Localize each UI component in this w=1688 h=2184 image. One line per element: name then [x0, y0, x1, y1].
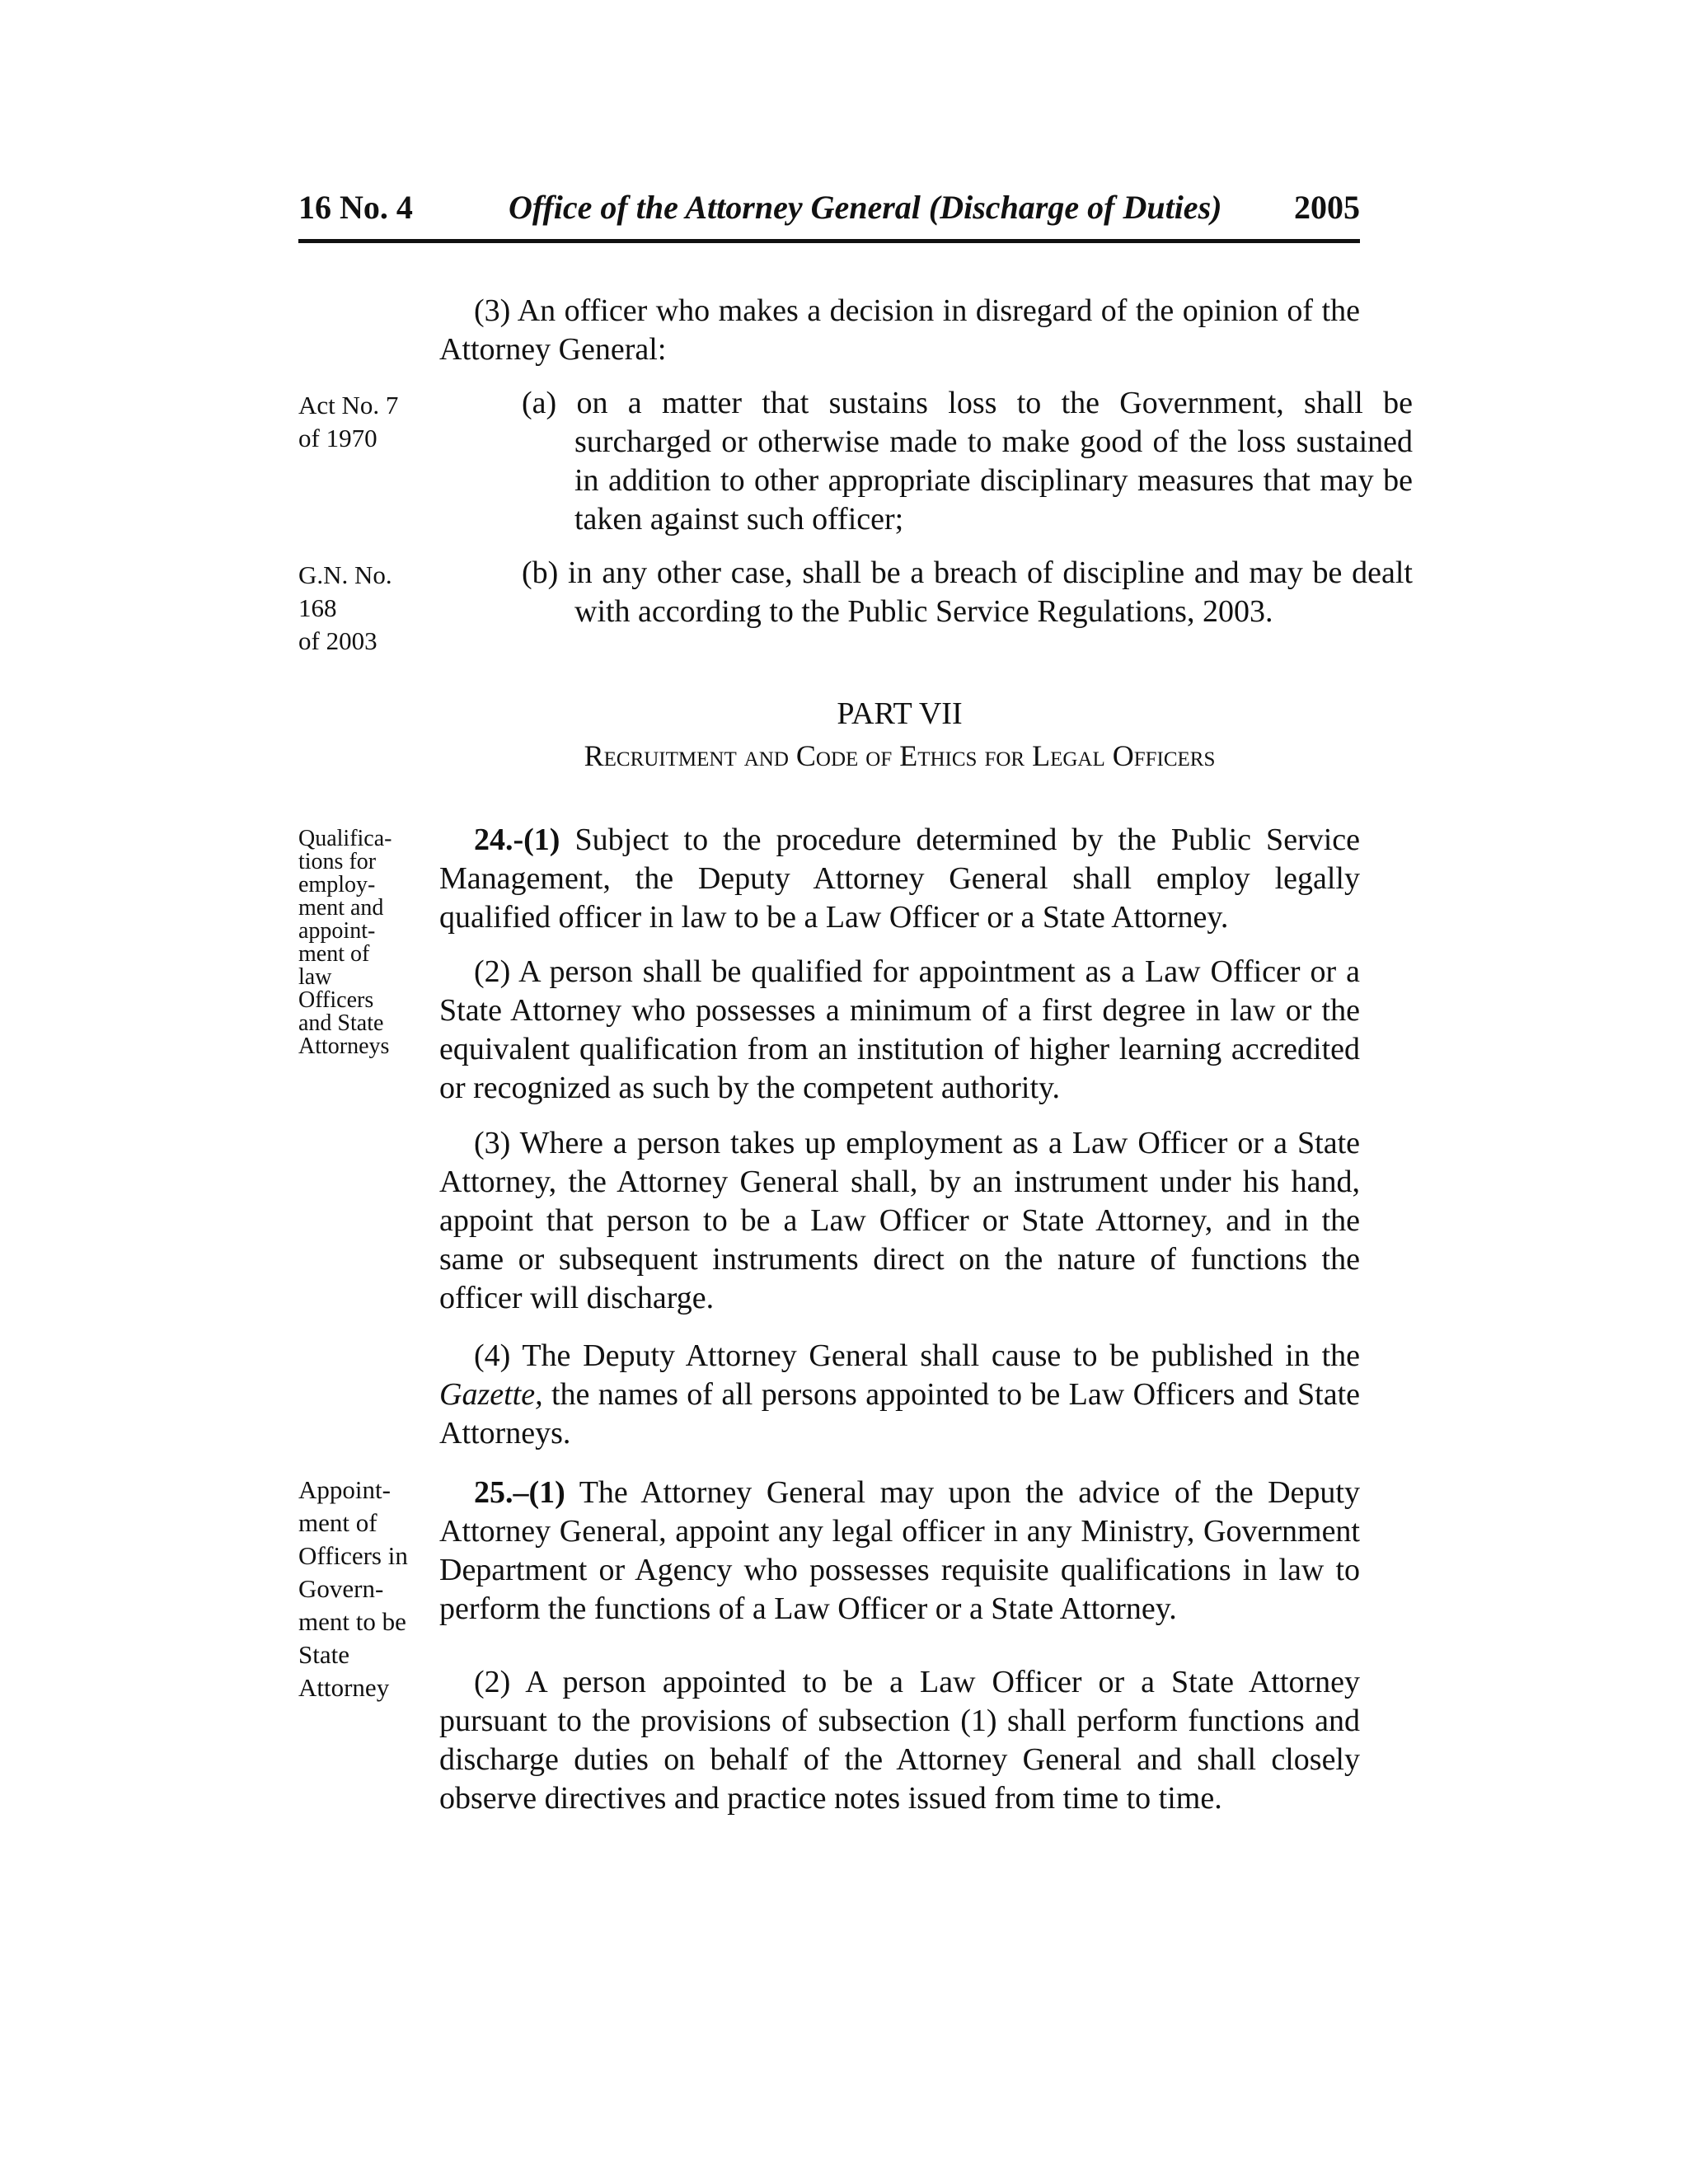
margin-note-line: law	[298, 964, 332, 990]
section-25-1	[439, 1474, 1360, 1629]
margin-note-line: Govern-	[298, 1574, 384, 1603]
page-reference: 16 No. 4	[298, 189, 413, 226]
gazette-word: Gazette,	[439, 1377, 543, 1412]
section-24-1	[439, 821, 1360, 937]
margin-note-line: ment and	[298, 895, 384, 921]
paragraph-23-3: (3) An officer who makes a decision in disregard of the opinion of the Attorney General:	[439, 293, 1360, 367]
section-24-2: (2) A person shall be qualified for appointment as a Law Officer or a State Attorney who possesses a minimum of a first degree in law or the equivalent qualification from an institution of higher learning accredited or recognized as such by the competent authority.	[439, 954, 1360, 1105]
margin-note-line: Officers in	[298, 1541, 408, 1570]
margin-note-line: G.N. No.	[298, 560, 392, 589]
margin-note-line: Appoint-	[298, 1475, 391, 1504]
margin-note-line: of 2003	[298, 626, 377, 655]
margin-note-line: Qualifica-	[298, 826, 392, 851]
margin-note-line: Act No. 7	[298, 391, 399, 419]
section-24-4	[439, 1337, 1360, 1453]
margin-note-section-25	[298, 1474, 443, 1704]
margin-note-line: State	[298, 1640, 349, 1669]
paragraph-23-3-b: (b) in any other case, shall be a breach of discipline and may be dealt with according to the Public Service Regulations, 2003.	[522, 555, 1413, 629]
section-24-1-text: Subject to the procedure determined by the Public Service Management, the Deputy Attorney General shall employ legally qualified officer in law to be a Law Officer or a State Attorney.	[439, 823, 1361, 935]
section-25-2: (2) A person appointed to be a Law Officer or a State Attorney pursuant to the provisions of subsection (1) shall perform functions and discharge duties on behalf of the Attorney General and shall closely observe directives and practice notes issued from time to time.	[439, 1665, 1360, 1816]
paragraph-23-3-a: (a) on a matter that sustains loss to the Government, shall be surcharged or otherwise made to make good of the loss sustained in addition to other appropriate disciplinary measures that may be taken against such officer;	[522, 386, 1413, 537]
margin-note-line: ment of	[298, 1508, 377, 1537]
margin-note-line: Attorney	[298, 1673, 390, 1702]
margin-note-line: and State	[298, 1010, 384, 1036]
margin-note-line: tions for	[298, 849, 377, 874]
page-header	[298, 188, 1360, 239]
margin-note-line: 168	[298, 593, 337, 622]
margin-note-line: of 1970	[298, 424, 377, 452]
margin-note-line: Attorneys	[298, 1033, 390, 1059]
running-title: Office of the Attorney General (Discharge of Duties)	[509, 189, 1222, 226]
part-title: Recruitment and Code of Ethics for Legal Officers	[584, 739, 1216, 772]
header-year: 2005	[1294, 189, 1360, 226]
margin-note-line: appoint-	[298, 918, 376, 944]
section-25-1-text: The Attorney General may upon the advice of the Deputy Attorney General, appoint any legal officer in any Ministry, Government Department or Agency who possesses requisite qualifications in law to perform the functions of a Law Officer or a State Attorney.	[439, 1475, 1360, 1626]
section-24-3: (3) Where a person takes up employment as a Law Officer or a State Attorney, the Attorney General shall, by an instrument under his hand, appoint that person to be a Law Officer or State Attorney, and in the same or subsequent instruments direct on the nature of functions the officer will discharge.	[439, 1126, 1360, 1315]
section-number: 24.-(1)	[474, 823, 560, 857]
margin-note-line: ment of	[298, 941, 370, 967]
margin-note-line: Officers	[298, 987, 374, 1013]
part-number: PART VII	[837, 696, 963, 731]
margin-note-gn	[298, 559, 443, 658]
margin-note-line: employ-	[298, 872, 376, 898]
section-24-4-start: (4) The Deputy Attorney General shall cause to be published in the	[474, 1338, 1360, 1373]
margin-note-act	[298, 389, 443, 455]
header-rule	[298, 239, 1360, 243]
section-24-4-end: the names of all persons appointed to be Law Officers and State Attorneys.	[439, 1377, 1361, 1451]
margin-note-line: ment to be	[298, 1607, 406, 1636]
section-number: 25.–(1)	[474, 1475, 565, 1510]
margin-note-section-24	[298, 827, 443, 1058]
